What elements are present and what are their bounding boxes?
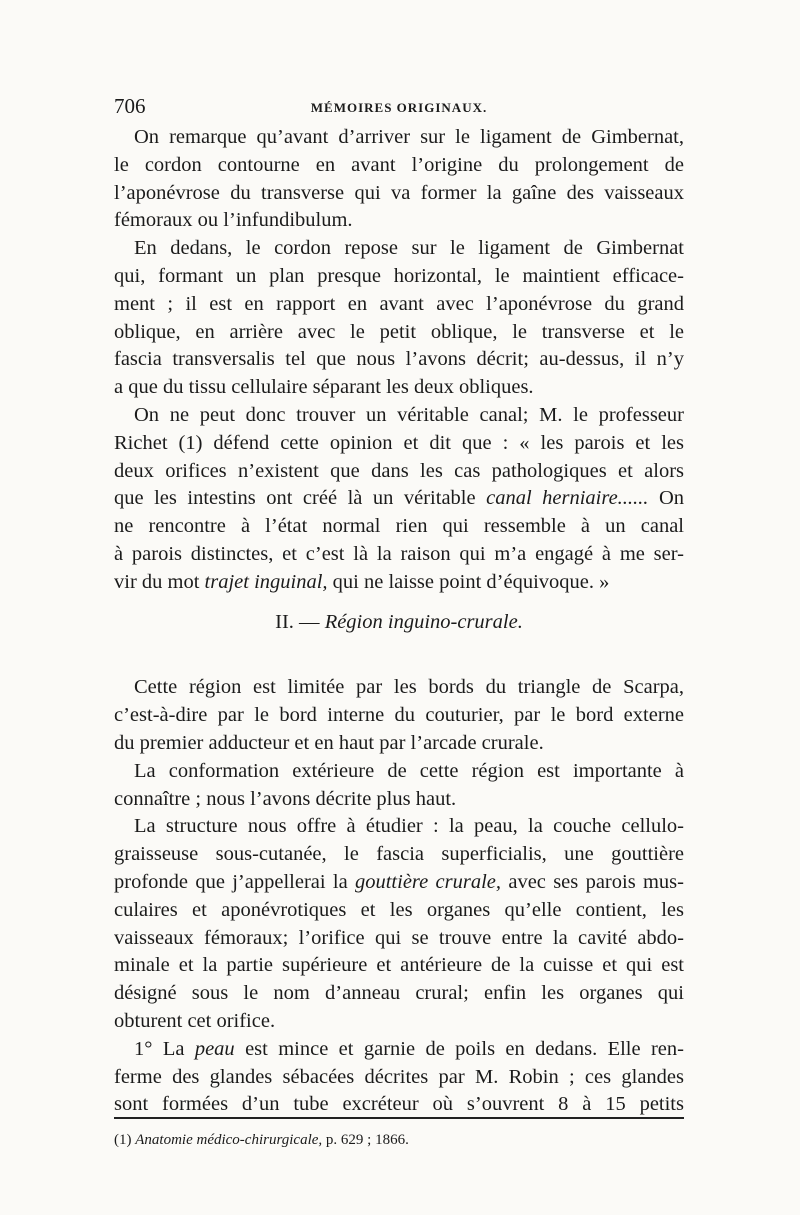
text-line: culaires et aponévrotiques et les organes qu’elle contient, les <box>114 898 684 921</box>
text-run: 1° La <box>134 1037 195 1060</box>
text-line: du premier adducteur et en haut par l’arcade crurale. <box>114 731 544 754</box>
text-line: On remarque qu’avant d’arriver sur le ligament de Gimbernat, <box>134 126 684 148</box>
section-number: II. — <box>275 610 325 633</box>
text-line: Richet (1) défend cette opinion et dit que : « les parois et les <box>114 431 684 454</box>
footnote-rule <box>114 1117 684 1119</box>
text-line: c’est-à-dire par le bord interne du couturier, par le bord externe <box>114 704 684 727</box>
text-line: graisseuse sous-cutanée, le fascia superficialis, une gouttière <box>114 843 684 866</box>
text-run: profonde que j’appellerai la <box>114 870 355 893</box>
section-heading <box>114 609 684 637</box>
footnote-rest: p. 629 ; 1866. <box>322 1132 409 1148</box>
footnote-title: Anatomie médico-chirurgicale, <box>135 1132 323 1148</box>
text-line: minale et la partie supérieure et antérieure de la cuisse et qui est <box>114 954 684 977</box>
text-run: vir du mot <box>114 570 205 593</box>
text-line: sont formées d’un tube excréteur où s’ouvrent 8 à 15 petits <box>114 1093 684 1116</box>
text-line: à parois distinctes, et c’est là la raison qui m’a engagé à me ser- <box>114 542 684 565</box>
text-run: qui ne laisse point d’équivoque. » <box>327 570 610 593</box>
text-line: Cette région est limitée par les bords du triangle de Scarpa, <box>134 676 684 699</box>
text-run: avec ses parois mus- <box>501 870 684 893</box>
text-line: ment ; il est en rapport en avant avec l’aponévrose du grand <box>114 292 684 315</box>
text-line <box>114 869 684 897</box>
text-line: qui, formant un plan presque horizontal, le maintient efficace- <box>114 264 684 287</box>
text-line: vaisseaux fémoraux; l’orifice qui se trouve entre la cavité abdo- <box>114 926 684 949</box>
text-line: fascia transversalis tel que nous l’avons décrit; au-dessus, il n’y <box>114 348 684 371</box>
text-line: fémoraux ou l’infundibulum. <box>114 209 353 232</box>
text-run: est mince et garnie de poils en dedans. Elle ren- <box>234 1037 684 1060</box>
text-line: connaître ; nous l’avons décrite plus haut. <box>114 787 457 810</box>
footnote-mark: (1) <box>114 1132 136 1148</box>
text-line: En dedans, le cordon repose sur le ligament de Gimbernat <box>134 237 684 260</box>
text-line <box>114 569 684 597</box>
text-line: La structure nous offre à étudier : la peau, la couche cellulo- <box>134 815 684 838</box>
body-text <box>114 124 684 1119</box>
running-title: MÉMOIRES ORIGINAUX. <box>310 100 488 115</box>
text-line: ferme des glandes sébacées décrites par M. Robin ; ces glandes <box>114 1065 684 1088</box>
text-line: l’aponévrose du transverse qui va former la gaîne des vaisseaux <box>114 181 684 204</box>
italic-run: gouttière crurale, <box>354 870 502 893</box>
text-line: On ne peut donc trouver un véritable canal; M. le professeur <box>134 403 684 426</box>
page-number: 706 <box>114 94 146 118</box>
footnote <box>114 1132 409 1149</box>
text-line: oblique, en arrière avec le petit oblique, le transverse et le <box>114 320 684 343</box>
text-line <box>114 485 684 513</box>
section-title: Région inguino-crurale. <box>324 610 523 633</box>
italic-run: peau <box>194 1037 235 1060</box>
text-line: deux orifices n’existent que dans les cas pathologiques et alors <box>114 459 684 482</box>
text-line <box>114 1036 684 1064</box>
italic-run: trajet inguinal, <box>204 570 328 593</box>
text-line: a que du tissu cellulaire séparant les deux obliques. <box>114 376 534 399</box>
text-line: obturent cet orifice. <box>114 1009 276 1032</box>
text-run: que les intestins ont créé là un véritable <box>114 487 487 510</box>
italic-run: canal herniaire...... <box>486 487 649 510</box>
page-header <box>114 94 684 124</box>
text-run: On <box>648 487 684 510</box>
text-line: La conformation extérieure de cette région est importante à <box>134 759 684 782</box>
text-line: ne rencontre à l’état normal rien qui ressemble à un canal <box>114 515 684 538</box>
text-line: désigné sous le nom d’anneau crural; enfin les organes qui <box>114 982 684 1005</box>
text-line: le cordon contourne en avant l’origine du prolongement de <box>114 153 684 176</box>
